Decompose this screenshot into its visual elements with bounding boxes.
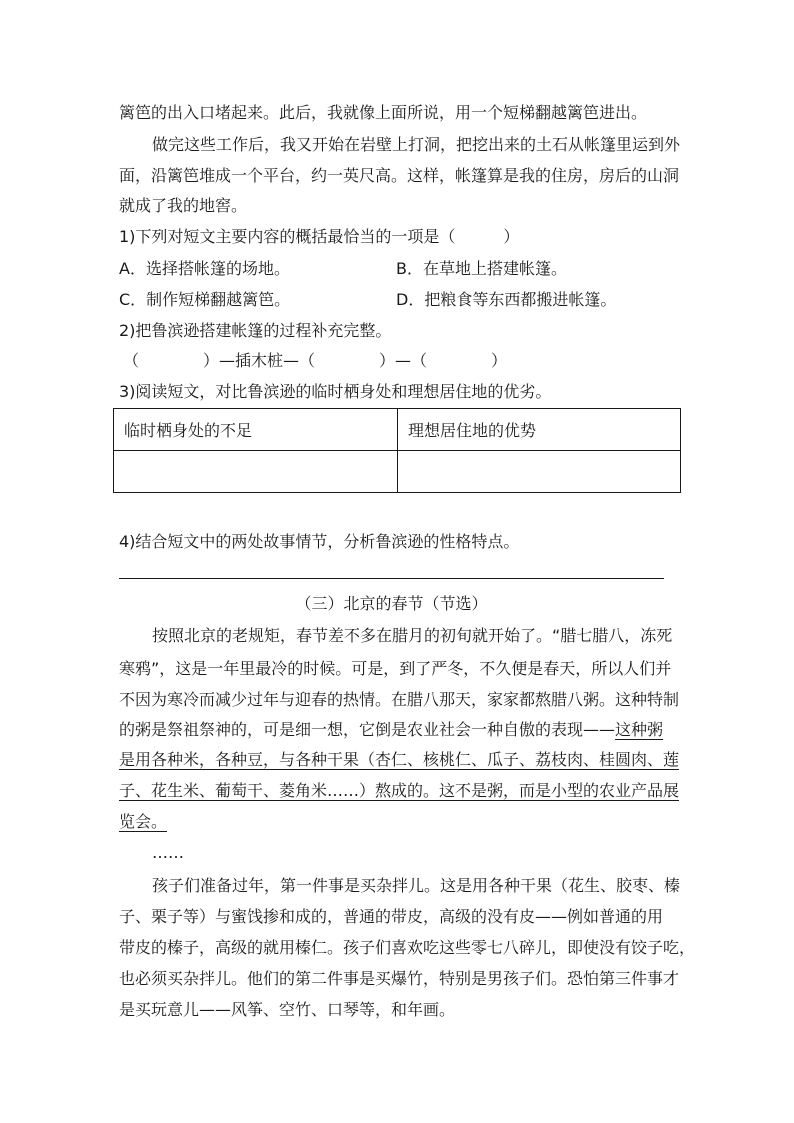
paragraph-line: 子、栗子等）与蜜饯掺和成的，普通的带皮，高级的没有皮——例如普通的用 xyxy=(119,907,664,926)
ellipsis: …… xyxy=(152,843,184,862)
paragraph-line: 是买玩意儿——风筝、空竹、口琴等，和年画。 xyxy=(119,1000,456,1019)
q1-option-d: D．把粮食等东西都搬进帐篷。 xyxy=(396,290,617,309)
paragraph-line: 也必须买杂拌儿。他们的第二件事是买爆竹，特别是男孩子们。恐怕第三件事才 xyxy=(119,969,680,988)
underlined-sentence: 这种粥 xyxy=(615,720,664,739)
comparison-table xyxy=(113,408,681,493)
q1-option-b: B．在草地上搭建帐篷。 xyxy=(396,259,567,278)
paragraph-line xyxy=(119,720,663,740)
paragraph-line: 不因为寒冷而减少过年与迎春的热情。在腊八那天，家家都熬腊八粥。这种特制 xyxy=(119,690,680,709)
underlined-sentence: 子、花生米、葡萄干、菱角米……）熬成的。这不是粥，而是小型的农业产品展 xyxy=(119,781,680,800)
passage-line: 面，沿篱笆堆成一个平台，约一英尺高。这样，帐篷算是我的住房，房后的山洞 xyxy=(119,166,680,185)
question-3-stem: 3)阅读短文，对比鲁滨逊的临时栖身处和理想居住地的优劣。 xyxy=(119,382,552,401)
answer-cell-right[interactable] xyxy=(398,451,681,493)
question-1-stem: 1)下列对短文主要内容的概括最恰当的一项是（ ） xyxy=(119,227,520,246)
underlined-sentence: 览会。 xyxy=(119,812,168,831)
passage-line: 就成了我的地窖。 xyxy=(119,196,248,215)
answer-line[interactable] xyxy=(119,578,664,579)
paragraph-line: 按照北京的老规矩，春节差不多在腊月的初旬就开始了。“腊七腊八，冻死 xyxy=(152,626,673,645)
paragraph-line: 寒鸦”，这是一年里最冷的时候。可是，到了严冬，不久便是春天，所以人们并 xyxy=(119,659,672,678)
q1-option-c: C．制作短梯翻越篱笆。 xyxy=(119,290,291,309)
q1-option-a: A．选择搭帐篷的场地。 xyxy=(119,259,290,278)
q2-fill-blanks: （ ）—插木桩—（ ）—（ ） xyxy=(123,351,508,370)
question-2-stem: 2)把鲁滨逊搭建帐篷的过程补充完整。 xyxy=(119,321,392,340)
passage-line: 篱笆的出入口堵起来。此后，我就像上面所说，用一个短梯翻越篱笆进出。 xyxy=(119,103,648,122)
question-4-stem: 4)结合短文中的两处故事情节，分析鲁滨逊的性格特点。 xyxy=(119,532,520,551)
paragraph-line: 带皮的榛子，高级的就用榛仁。孩子们喜欢吃这些零七八碎儿，即使没有饺子吃， xyxy=(119,938,696,957)
passage-line: 做完这些工作后，我又开始在岩壁上打洞，把挖出来的土石从帐篷里运到外 xyxy=(152,135,681,154)
section-title: （三）北京的春节（节选） xyxy=(295,594,488,613)
paragraph-line: 孩子们准备过年，第一件事是买杂拌儿。这是用各种干果（花生、胶枣、榛 xyxy=(152,876,681,895)
table-header-left: 临时栖身处的不足 xyxy=(114,409,398,451)
paragraph-text: 的粥是祭祖祭神的，可是细一想，它倒是农业社会一种自傲的表现—— xyxy=(119,720,616,739)
table-header-right: 理想居住地的优势 xyxy=(398,409,681,451)
underlined-sentence: 是用各种米，各种豆，与各种干果（杏仁、核桃仁、瓜子、荔枝肉、桂圆肉、莲 xyxy=(119,750,680,769)
answer-cell-left[interactable] xyxy=(114,451,398,493)
